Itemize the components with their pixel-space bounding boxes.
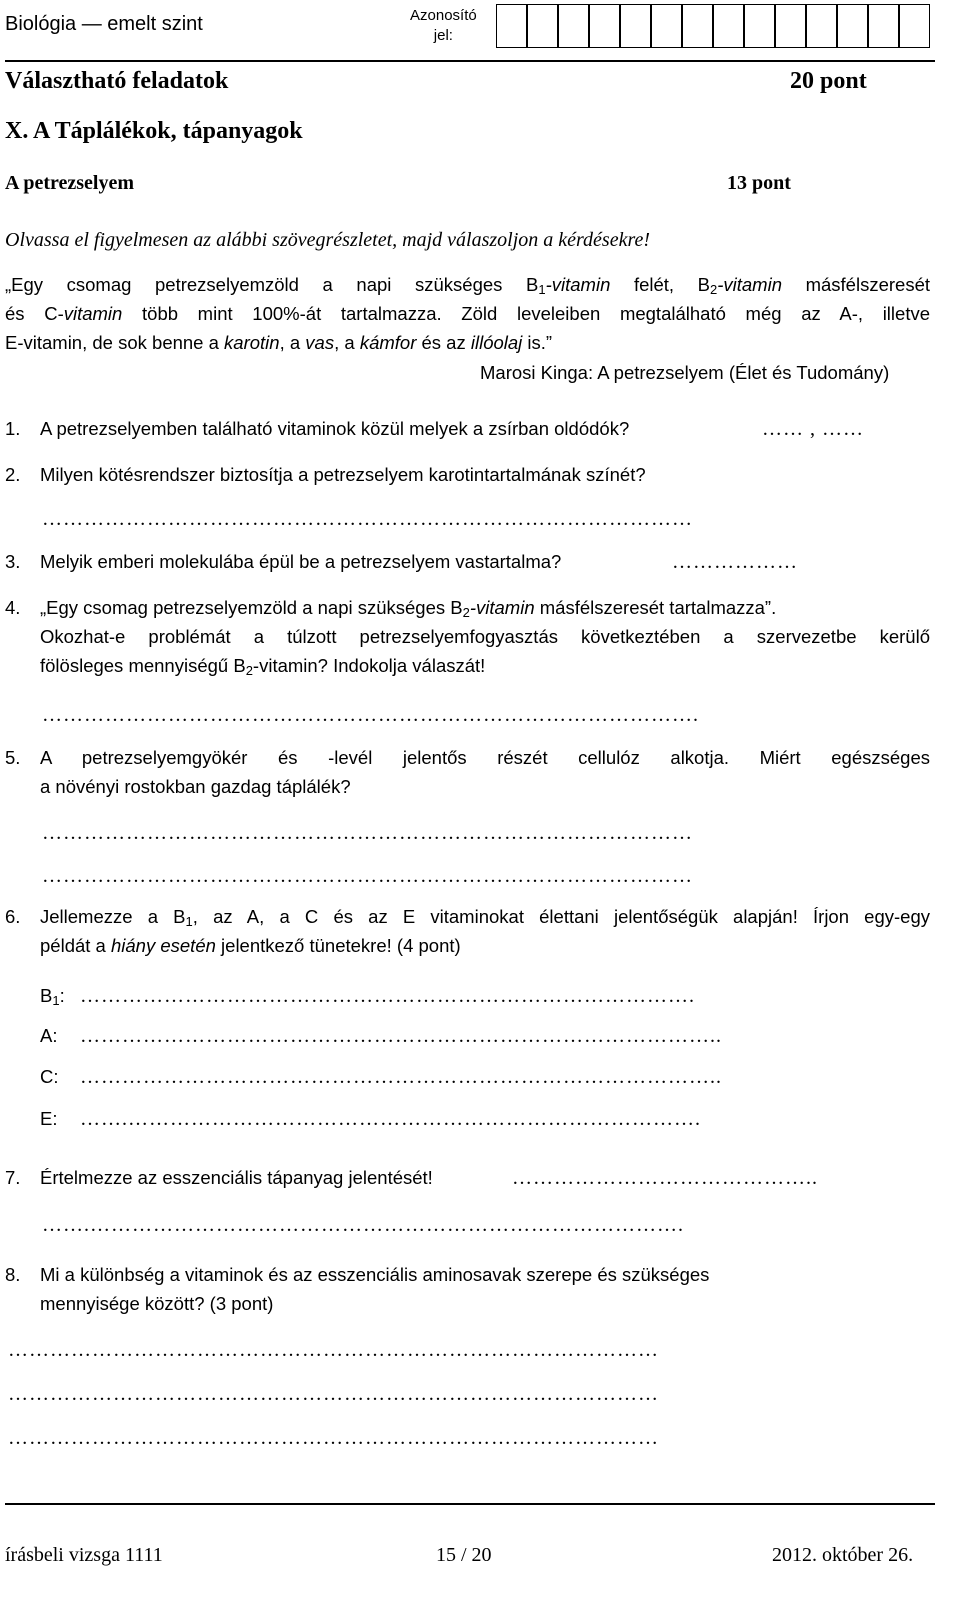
quote-text: karotin [224, 332, 280, 353]
quote-text: , a [279, 332, 306, 353]
q7-answer-line[interactable]: …………………………………….. [512, 1167, 818, 1189]
q6-text: példát a [40, 935, 111, 956]
q6-number: 6. [5, 906, 21, 927]
task-points: 13 pont [727, 172, 791, 194]
q4-text: -vitamin? Indokolja válaszát! [252, 655, 486, 676]
q8-line-2: mennyisége között? (3 pont) [40, 1293, 274, 1314]
subscript: 2 [245, 663, 253, 678]
q7-number: 7. [5, 1167, 21, 1188]
quote-text: több mint 100%-át tartalmazza. Zöld leveleiben megtalálható még az A-, illetve [122, 303, 930, 324]
q4-text: másfélszeresét tartalmazza”. [534, 597, 777, 618]
q6-text: jelentkező tünetekre! (4 pont) [215, 935, 461, 956]
q2-number: 2. [5, 464, 21, 485]
q8-answer-line[interactable]: ………………………………………………………………………………… [8, 1427, 659, 1449]
id-box[interactable] [868, 4, 899, 48]
q4-text: fölösleges mennyiségű B [40, 655, 246, 676]
q2-answer[interactable]: ………………………………………………………………………………… [42, 508, 693, 530]
subscript: 2 [462, 605, 470, 620]
q4-text: -vitamin [469, 597, 535, 618]
subscript: 1 [538, 282, 546, 297]
footer-rule [5, 1503, 935, 1505]
q4-line-2: Okozhat-e problémát a túlzott petrezselyemfogyasztás következtében a szervezetbe kerülő [40, 626, 930, 647]
q6-e-label: E: [40, 1108, 58, 1129]
quote-text: E-vitamin, de sok benne a [5, 332, 225, 353]
quote-text: másfélszeresét [782, 274, 931, 295]
q6-text: Jellemezze a B [40, 906, 186, 927]
q4-answer[interactable]: …………………………………………………………………………………. [42, 704, 699, 726]
q5-answer-line[interactable]: ………………………………………………………………………………… [42, 865, 693, 887]
q7-text: Értelmezze az esszenciális tápanyag jelentését! [40, 1167, 433, 1188]
quote-text: és az [416, 332, 471, 353]
quote-text: felét, B [610, 274, 710, 295]
subscript: 2 [710, 282, 718, 297]
q8-answer-line[interactable]: ………………………………………………………………………………… [8, 1383, 659, 1405]
vitamin-label: : [59, 985, 65, 1006]
q7-answer-line[interactable]: …….…………………………………………………………………………. [42, 1214, 684, 1236]
id-box[interactable] [682, 4, 713, 48]
vitamin-label: B [40, 985, 53, 1006]
id-box[interactable] [837, 4, 868, 48]
quote-text: -vitamin [545, 274, 611, 295]
q6-text: , az A, a C és az E vitaminokat élettani jelentőségük alapján! Írjon egy-egy [192, 906, 930, 927]
q5-answer-line[interactable]: ………………………………………………………………………………… [42, 822, 693, 844]
q6-text: hiány esetén [110, 935, 216, 956]
q4-text: „Egy csomag petrezselyemzöld a napi szükséges B [40, 597, 463, 618]
header-rule [5, 60, 935, 62]
subscript: 1 [52, 993, 60, 1008]
id-box[interactable] [775, 4, 806, 48]
header-subject: Biológia — emelt szint [5, 13, 203, 35]
quote-line-3 [5, 332, 552, 354]
q1-text: A petrezselyemben található vitaminok közül melyek a zsírban oldódók? [40, 418, 630, 439]
quote-source: Marosi Kinga: A petrezselyem (Élet és Tudomány) [480, 362, 890, 383]
id-box[interactable] [744, 4, 775, 48]
q4-line-1 [40, 597, 776, 619]
id-box[interactable] [620, 4, 651, 48]
quote-line-1 [5, 274, 930, 296]
quote-text: -vitamin [717, 274, 782, 295]
q3-text: Melyik emberi molekulába épül be a petrezselyem vastartalma? [40, 551, 562, 572]
id-label-line2: jel: [433, 27, 453, 44]
id-box[interactable] [899, 4, 930, 48]
q4-line-3 [40, 655, 485, 677]
id-label-line1: Azonosító [410, 7, 477, 24]
q3-answer[interactable]: ……………… [672, 551, 798, 573]
id-box[interactable] [713, 4, 744, 48]
quote-text: „Egy csomag petrezselyemzöld a napi szükséges B [5, 274, 539, 295]
id-box[interactable] [496, 4, 527, 48]
q2-text: Milyen kötésrendszer biztosítja a petrezselyem karotintartalmának színét? [40, 464, 646, 485]
q6-c-label: C: [40, 1066, 59, 1087]
footer-page-number: 15 / 20 [436, 1544, 492, 1566]
quote-text: kámfor [359, 332, 417, 353]
footer-exam-id: írásbeli vizsga 1111 [5, 1544, 163, 1566]
quote-line-2 [5, 303, 930, 325]
id-box[interactable] [651, 4, 682, 48]
id-box[interactable] [558, 4, 589, 48]
q1-number: 1. [5, 418, 21, 439]
footer-date: 2012. október 26. [772, 1544, 914, 1566]
q6-line-1 [40, 906, 930, 928]
quote-text: is.” [522, 332, 553, 353]
q5-number: 5. [5, 747, 21, 768]
id-box[interactable] [589, 4, 620, 48]
section-title: Választható feladatok [5, 68, 229, 94]
quote-text: vas [305, 332, 335, 353]
q6-line-2 [40, 935, 461, 957]
q8-answer-line[interactable]: ………………………………………………………………………………… [8, 1339, 659, 1361]
id-box[interactable] [806, 4, 837, 48]
q5-line-1: A petrezselyemgyökér és -levél jelentős részét cellulóz alkotja. Miért egészséges [40, 747, 930, 768]
task-title: A petrezselyem [5, 172, 135, 194]
q6-b1-label [40, 985, 65, 1007]
q6-a-answer[interactable]: ……………………………………………………………………………….. [80, 1025, 722, 1047]
instruction: Olvassa el figyelmesen az alábbi szövegrészletet, majd válaszoljon a kérdésekre! [5, 229, 651, 251]
q8-number: 8. [5, 1264, 21, 1285]
id-box[interactable] [527, 4, 558, 48]
q1-answer[interactable]: …… , …… [762, 418, 864, 440]
quote-text: , a [334, 332, 360, 353]
chapter-title: X. A Táplálékok, tápanyagok [5, 118, 303, 144]
id-label [410, 6, 477, 46]
subscript: 1 [185, 914, 193, 929]
quote-text: és C- [5, 303, 64, 324]
quote-text: illóolaj [470, 332, 523, 353]
q6-a-label: A: [40, 1025, 58, 1046]
q6-e-answer[interactable]: …….………………………………………………………………………. [80, 1108, 701, 1130]
quote-text: vitamin [63, 303, 123, 324]
q4-number: 4. [5, 597, 21, 618]
q3-number: 3. [5, 551, 21, 572]
q6-c-answer[interactable]: ……………………………………………………………………………….. [80, 1066, 722, 1088]
q5-line-2: a növényi rostokban gazdag táplálék? [40, 776, 351, 797]
section-points: 20 pont [790, 68, 867, 94]
q6-b1-answer[interactable]: ……………………………………………………………………………. [80, 985, 695, 1007]
q8-line-1: Mi a különbség a vitaminok és az esszenciális aminosavak szerepe és szükséges [40, 1264, 710, 1285]
